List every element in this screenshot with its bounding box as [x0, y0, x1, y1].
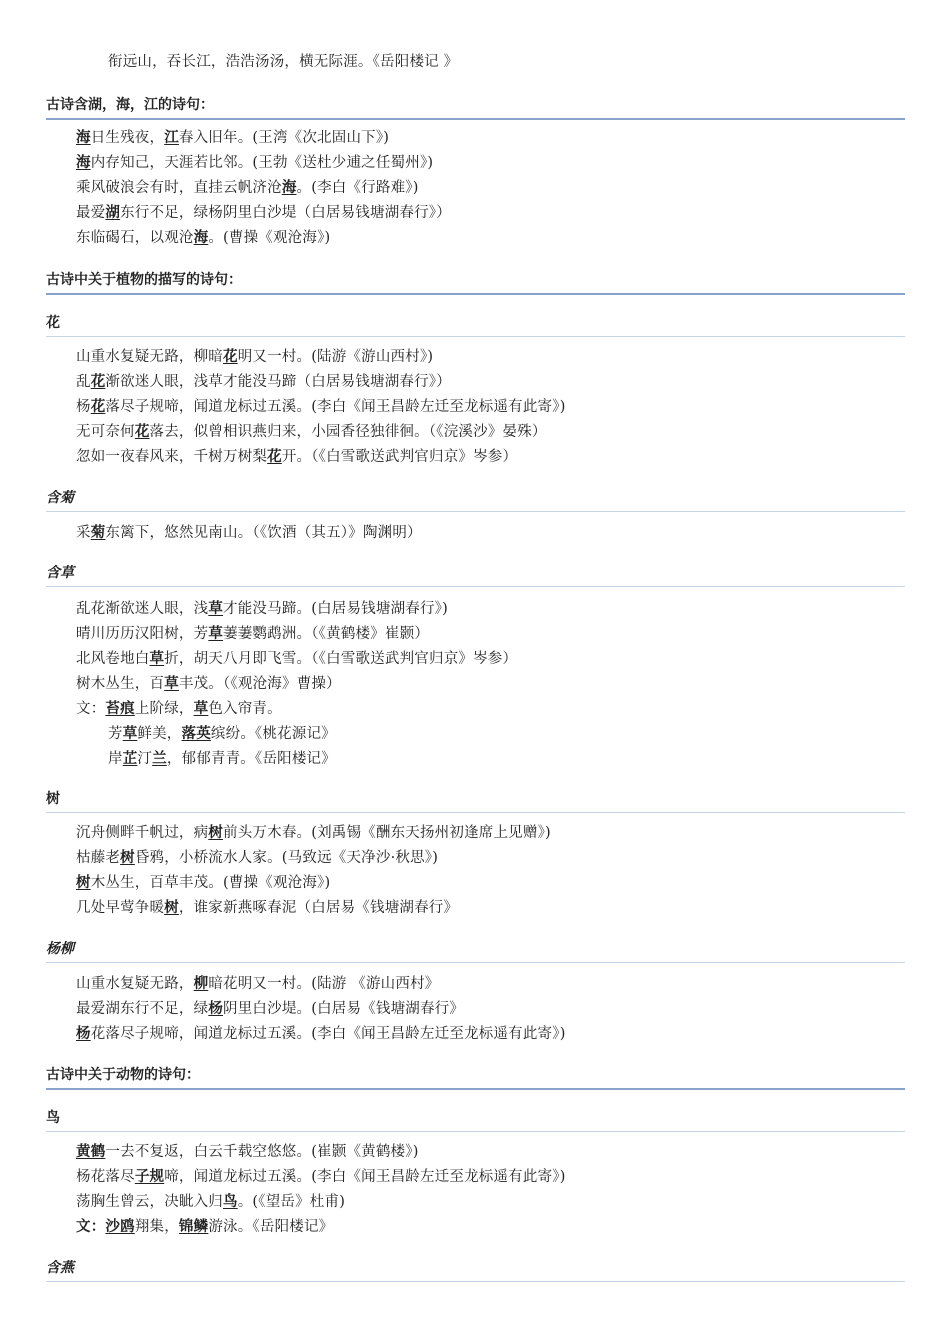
keyword: 草 [122, 725, 138, 742]
keyword: 鸟 [223, 1193, 238, 1210]
keyword: 海 [76, 154, 91, 171]
poem-line: 杨花落尽子规啼，闻道龙标过五溪。(李白《闻王昌龄左迁至龙标遥有此寄》) [76, 1025, 566, 1042]
poem-line: 荡胸生曾云，决眦入归鸟。(《望岳》杜甫) [76, 1193, 346, 1210]
section-heading: 含燕 [46, 1258, 905, 1282]
section-heading: 古诗中关于植物的描写的诗句： [46, 270, 905, 295]
keyword: 湖 [105, 204, 121, 221]
keyword: 海 [76, 129, 91, 146]
keyword: 树 [164, 899, 179, 916]
keyword: 草 [164, 675, 179, 692]
poem-line: 晴川历历汉阳树，芳草萋萋鹦鹉洲。（《黄鹤楼》崔颢） [76, 625, 430, 642]
keyword: 草 [208, 600, 224, 617]
keyword: 沙鸥 [105, 1218, 135, 1235]
keyword: 海 [281, 179, 297, 196]
poem-line: 东临碣石，以观沧海。(曹操《观沧海》) [76, 229, 331, 246]
section-heading: 鸟 [46, 1108, 905, 1132]
poem-line: 山重水复疑无路，柳暗花明又一村。(陆游《游山西村》) [76, 348, 434, 365]
keyword: 花 [267, 448, 282, 465]
keyword: 花 [90, 398, 106, 415]
section-heading: 含草 [46, 563, 905, 587]
poem-line: 最爱湖东行不足，绿杨阴里白沙堤。(白居易《钱塘湖春行》 [76, 1000, 465, 1017]
keyword: 花 [134, 423, 150, 440]
keyword: 树 [208, 824, 224, 841]
poem-line: 北风卷地白草折，胡天八月即飞雪。（《白雪歌送武判官归京》岑参） [76, 650, 518, 667]
keyword: 树 [76, 874, 91, 891]
poem-line: 树木丛生，百草丰茂。（《观沧海》曹操） [76, 675, 341, 692]
poem-line: 杨花落尽子规啼，闻道龙标过五溪。(李白《闻王昌龄左迁至龙标遥有此寄》) [76, 398, 566, 415]
keyword: 花 [90, 373, 106, 390]
keyword: 子规 [134, 1168, 165, 1185]
poem-line: 杨花落尽子规啼，闻道龙标过五溪。(李白《闻王昌龄左迁至龙标遥有此寄》) [76, 1168, 566, 1185]
poem-line: 枯藤老树昏鸦，小桥流水人家。(马致远《天净沙·秋思》) [76, 849, 439, 866]
keyword: 黄鹤 [76, 1143, 106, 1160]
keyword: 菊 [90, 524, 106, 541]
poem-line: 黄鹤一去不复返，白云千载空悠悠。(崔颢《黄鹤楼》) [76, 1143, 419, 1160]
keyword: 草 [149, 650, 165, 667]
keyword: 海 [193, 229, 209, 246]
section-heading: 杨柳 [46, 939, 905, 963]
keyword: 锦鳞 [178, 1218, 209, 1235]
keyword: 花 [223, 348, 238, 365]
keyword: 杨 [208, 1000, 224, 1017]
poem-line: 乘风破浪会有时，直挂云帆济沧海。(李白《行路难》) [76, 179, 419, 196]
poem-line: 忽如一夜春风来，千树万树梨花开。（《白雪歌送武判官归京》岑参） [76, 448, 518, 465]
poem-line: 树木丛生，百草丰茂。(曹操《观沧海》) [76, 874, 331, 891]
keyword: 苔痕 [105, 700, 135, 717]
keyword: 兰 [152, 750, 167, 767]
poem-line: 乱花渐欲迷人眼，浅草才能没马蹄。(白居易钱塘湖春行》) [76, 600, 448, 617]
keyword: 树 [120, 849, 135, 866]
poem-line: 几处早莺争暖树，谁家新燕啄春泥（白居易《钱塘湖春行》 [76, 899, 459, 916]
keyword: 草 [208, 625, 224, 642]
poem-line: 沉舟侧畔千帆过，病树前头万木春。(刘禹锡《酬东天扬州初逢席上见赠》) [76, 824, 551, 841]
poem-line: 采菊东篱下，悠然见南山。（《饮酒（其五）》陶渊明） [76, 524, 422, 541]
section-heading: 花 [46, 313, 905, 337]
poem-line: 最爱湖东行不足，绿杨阴里白沙堤（白居易钱塘湖春行》） [76, 204, 451, 221]
poem-line: 山重水复疑无路，柳暗花明又一村。(陆游 《游山西村》 [76, 975, 440, 992]
keyword: 落英 [181, 725, 211, 742]
keyword: 杨 [76, 1025, 91, 1042]
poem-line: 海日生残夜，江春入旧年。(王湾《次北固山下》) [76, 129, 390, 146]
keyword: 江 [164, 129, 179, 146]
section-heading: 古诗中关于动物的诗句： [46, 1065, 905, 1090]
section-heading: 树 [46, 789, 905, 813]
poem-line: 乱花渐欲迷人眼，浅草才能没马蹄（白居易钱塘湖春行》） [76, 373, 451, 390]
poem-line: 岸芷汀兰，郁郁青青。《岳阳楼记》 [108, 750, 336, 767]
keyword: 芷 [122, 750, 138, 767]
keyword: 柳 [193, 975, 209, 992]
poem-line: 无可奈何花落去，似曾相识燕归来，小园香径独徘徊。（《浣溪沙》晏殊） [76, 423, 547, 440]
poem-line: 文：苔痕上阶绿，草色入帘青。 [76, 700, 282, 717]
poem-line: 文：沙鸥翔集，锦鳞游泳。《岳阳楼记》 [76, 1218, 334, 1235]
poem-line: 衔远山，吞长江，浩浩汤汤，横无际涯。《岳阳楼记 》 [108, 54, 459, 70]
section-heading: 含菊 [46, 488, 905, 512]
poem-line: 海内存知己，天涯若比邻。(王勃《送杜少逋之任蜀州》) [76, 154, 434, 171]
keyword: 草 [193, 700, 209, 717]
poem-line: 芳草鲜美，落英缤纷。《桃花源记》 [108, 725, 336, 742]
section-heading: 古诗含湖，海，江的诗句： [46, 95, 905, 120]
